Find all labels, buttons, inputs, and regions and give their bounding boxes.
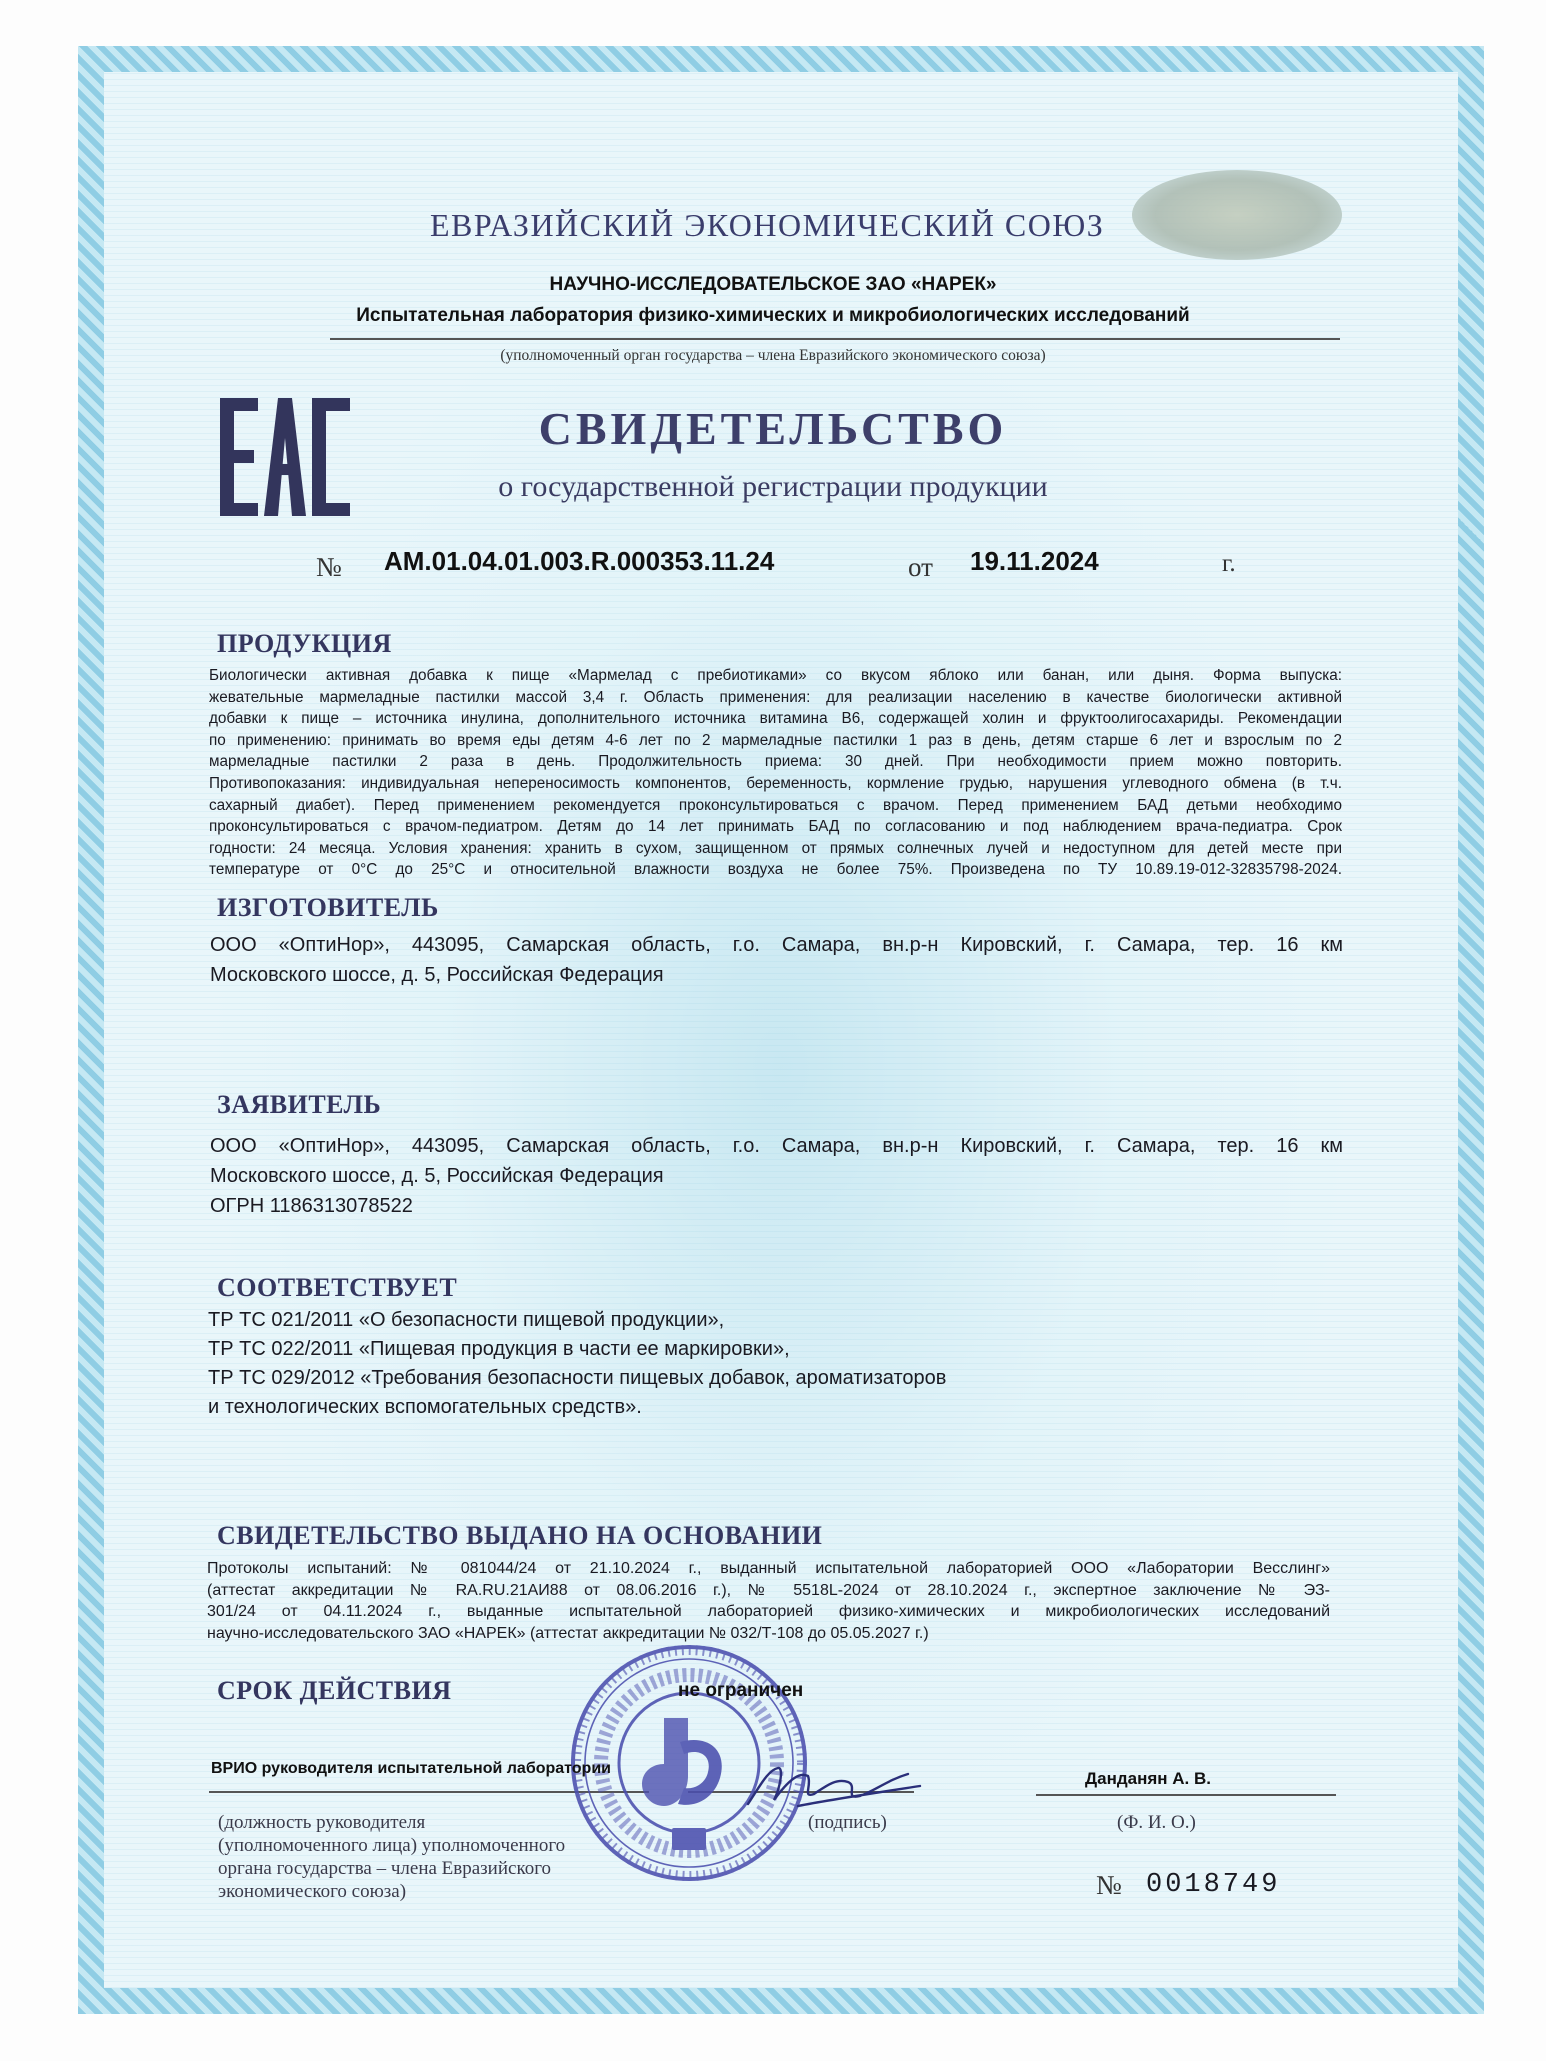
applicant-line: ООО «ОптиНор», 443095, Самарская область, г.о. Самара, вн.р-н Кировский, г. Самара, тер. 16 км bbox=[210, 1135, 1343, 1157]
conforms-line: ТР ТС 022/2011 «Пищевая продукция в части ее маркировки», bbox=[208, 1338, 790, 1360]
date-suffix: г. bbox=[1222, 550, 1236, 577]
authority-note: (уполномоченный орган государства – члена Евразийского экономического союза) bbox=[500, 347, 1046, 364]
product-text bbox=[209, 665, 1342, 881]
certificate-date: 19.11.2024 bbox=[970, 546, 1099, 576]
applicant-heading: ЗАЯВИТЕЛЬ bbox=[217, 1090, 382, 1119]
conforms-line: ТР ТС 021/2011 «О безопасности пищевой продукции», bbox=[208, 1309, 725, 1331]
manufacturer-text bbox=[210, 930, 1343, 990]
signatory-name: Данданян А. В. bbox=[1085, 1769, 1211, 1788]
product-line: добавки к пище – источника инулина, дополнительного источника витамина B6, содержащей холин и фруктоолигосахариды. Рекомендации bbox=[209, 710, 1342, 728]
product-heading: ПРОДУКЦИЯ bbox=[217, 629, 392, 658]
number-label: № bbox=[316, 552, 342, 582]
position-caption-line: органа государства – члена Евразийского bbox=[218, 1858, 552, 1879]
date-label: от bbox=[908, 552, 933, 582]
name-caption: (Ф. И. О.) bbox=[1117, 1812, 1196, 1833]
certificate-title: СВИДЕТЕЛЬСТВО bbox=[538, 403, 1008, 454]
position-caption-line: (уполномоченного лица) уполномоченного bbox=[218, 1835, 566, 1856]
basis-text bbox=[207, 1558, 1330, 1644]
basis-line: научно-исследовательского ЗАО «НАРЕК» (аттестат аккредитации № 032/Т-108 до 05.05.2027 г.) bbox=[207, 1624, 929, 1642]
conforms-heading: СООТВЕТСТВУЕТ bbox=[217, 1273, 458, 1302]
manufacturer-heading: ИЗГОТОВИТЕЛЬ bbox=[217, 893, 439, 922]
certificate-number: AM.01.04.01.003.R.000353.11.24 bbox=[384, 546, 775, 576]
basis-line: Протоколы испытаний: № 081044/24 от 21.10.2024 г., выданный испытательной лабораторией ООО «Лаборатории Весслинг» bbox=[207, 1560, 1330, 1577]
product-line: по применению: принимать во время еды детям 4-6 лет по 2 мармеладные пастилки 1 раз в день, детям старше 6 лет и взрослым по 2 bbox=[209, 731, 1342, 749]
signature-caption: (подпись) bbox=[808, 1812, 887, 1833]
conforms-line: ТР ТС 029/2012 «Требования безопасности пищевых добавок, ароматизаторов bbox=[208, 1367, 947, 1389]
basis-line: (аттестат аккредитации № RA.RU.21АИ88 от 08.06.2016 г.), № 5518L-2024 от 28.10.2024 г., экспертное заключение № ЭЗ- bbox=[207, 1581, 1330, 1599]
manufacturer-line: ООО «ОптиНор», 443095, Самарская область, г.о. Самара, вн.р-н Кировский, г. Самара, тер. 16 км bbox=[210, 934, 1343, 956]
hologram-icon bbox=[1132, 170, 1342, 260]
header-rule bbox=[330, 338, 1340, 340]
form-number: 0018749 bbox=[1146, 1870, 1281, 1900]
product-line: сахарный диабет). Перед применением рекомендуется проконсультироваться с врачом. Перед применением БАД детьми необходимо bbox=[209, 796, 1342, 814]
product-line: проконсультироваться с врачом-педиатром. Детям до 14 лет принимать БАД по согласованию и под наблюдением врача-педиатра. Срок bbox=[209, 818, 1342, 836]
lab-name: Испытательная лаборатория физико-химических и микробиологических исследований bbox=[356, 305, 1190, 326]
product-line: жевательные мармеладные пастилки массой 3,4 г. Область применения: для реализации населению в качестве биологически активной bbox=[209, 688, 1342, 706]
product-line: температуре от 0°С до 25°С и относительной влажности воздуха не более 75%. Произведена по ТУ 10.89.19-012-32835798-2024. bbox=[209, 861, 1342, 879]
position-caption-line: экономического союза) bbox=[218, 1881, 407, 1902]
signatory-position: ВРИО руководителя испытательной лаборатории bbox=[211, 1760, 611, 1777]
applicant-line: ОГРН 1186313078522 bbox=[210, 1195, 413, 1217]
product-line: мармеладные пастилки 2 раза в день. Продолжительность приема: 30 дней. При необходимости прием можно повторить. bbox=[209, 753, 1342, 771]
product-line: годности: 24 месяца. Условия хранения: хранить в сухом, защищенном от прямых солнечных лучей и недоступном для детей месте при bbox=[209, 839, 1342, 857]
name-line bbox=[1036, 1794, 1336, 1796]
applicant-line: Московского шоссе, д. 5, Российская Федерация bbox=[210, 1165, 664, 1187]
form-number-label: № bbox=[1096, 1870, 1122, 1900]
org-name: НАУЧНО-ИССЛЕДОВАТЕЛЬСКОЕ ЗАО «НАРЕК» bbox=[549, 274, 997, 295]
signature-icon bbox=[738, 1756, 928, 1818]
product-line: Противопоказания: индивидуальная непереносимость компонентов, беременность, кормление грудью, нарушения углеводного обмена (в т.ч. bbox=[209, 774, 1342, 792]
manufacturer-line: Московского шоссе, д. 5, Российская Федерация bbox=[210, 964, 664, 986]
basis-line: 301/24 от 04.11.2024 г., выданные испытательной лабораторией физико-химических и микробиологических исследований bbox=[207, 1603, 1330, 1620]
conforms-text bbox=[208, 1306, 946, 1422]
union-title: ЕВРАЗИЙСКИЙ ЭКОНОМИЧЕСКИЙ СОЮЗ bbox=[430, 207, 1105, 243]
product-line: Биологически активная добавка к пище «Мармелад с пребиотиками» со вкусом яблоко или банан, или дыня. Форма выпуска: bbox=[209, 667, 1342, 684]
applicant-text bbox=[210, 1131, 1343, 1221]
position-caption bbox=[218, 1811, 565, 1903]
position-caption-line: (должность руководителя bbox=[218, 1812, 426, 1833]
basis-heading: СВИДЕТЕЛЬСТВО ВЫДАНО НА ОСНОВАНИИ bbox=[217, 1521, 823, 1550]
validity-heading: СРОК ДЕЙСТВИЯ bbox=[217, 1676, 452, 1705]
validity-value: не ограничен bbox=[678, 1680, 804, 1701]
certificate-subtitle: о государственной регистрации продукции bbox=[498, 470, 1048, 503]
conforms-line: и технологических вспомогательных средств». bbox=[208, 1396, 642, 1418]
